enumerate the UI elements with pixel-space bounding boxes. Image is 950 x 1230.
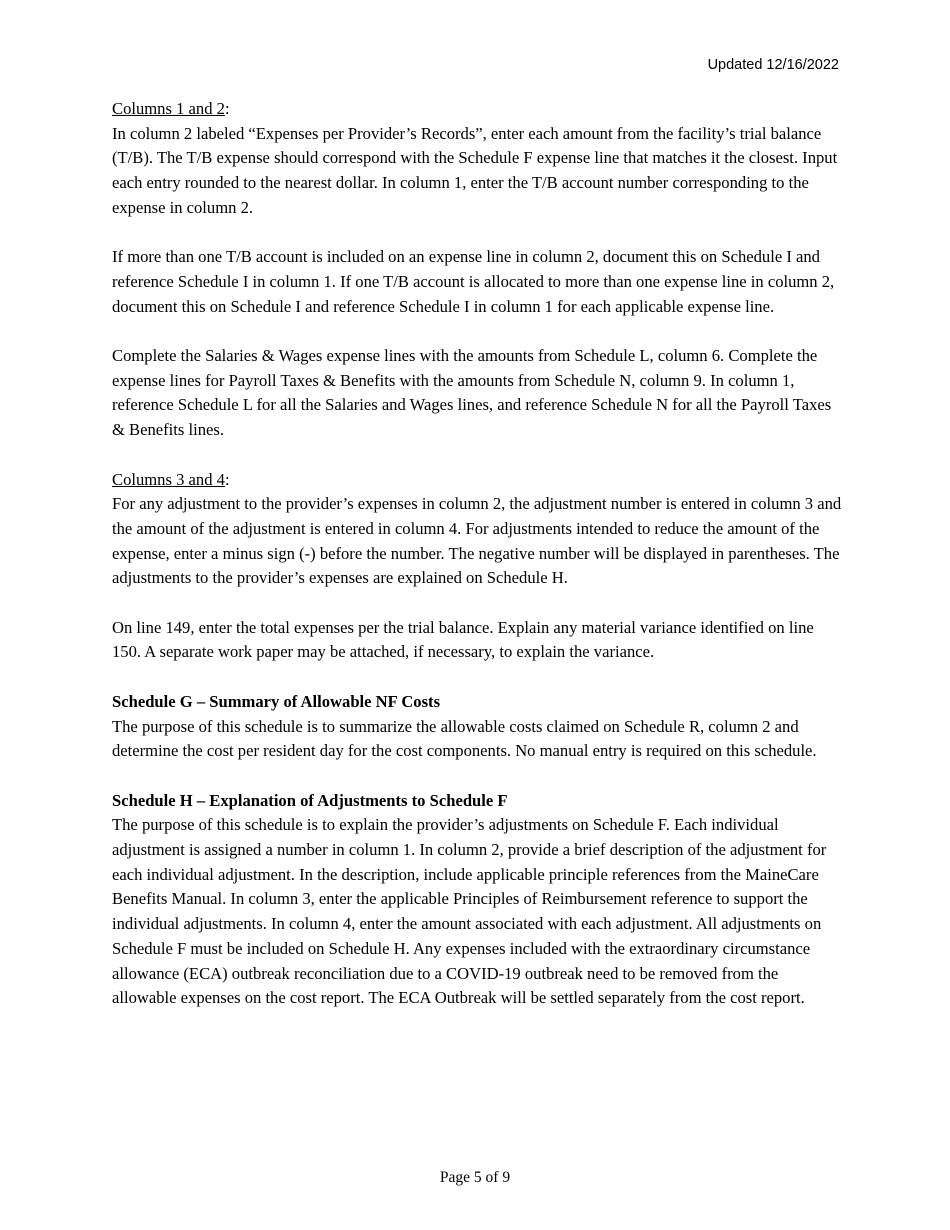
heading-colon: : [224, 469, 230, 489]
paragraph-block [112, 616, 842, 665]
paragraph: In column 2 labeled “Expenses per Provider’s Records”, enter each amount from the facility’s trial balance (T/B). The T/B expense should correspond with the Schedule F expense line that matches it the closest. Input each entry rounded to the nearest dollar. In column 1, enter the T/B account number corresponding to the expense in column 2. [112, 123, 838, 217]
section-heading-schedule-h: Schedule H – Explanation of Adjustments to Schedule F [112, 790, 508, 810]
paragraph-block [112, 245, 842, 319]
section-schedule-g [112, 690, 842, 764]
heading-colon: : [224, 99, 230, 118]
section-heading-columns-3-4 [112, 468, 842, 493]
section-columns-1-2 [112, 97, 842, 221]
section-columns-3-4 [112, 468, 842, 592]
paragraph: For any adjustment to the provider’s expenses in column 2, the adjustment number is entered in column 3 and the amount of the adjustment is entered in column 4. For adjustments intended to reduce the amount of the expense, enter a minus sign (-) before the number. The negative number will be displayed in parentheses. The adjustments to the provider’s expenses are explained on Schedule H. [112, 494, 842, 588]
paragraph-block [112, 344, 842, 443]
heading-text: Columns 3 and 4 [112, 469, 225, 489]
section-heading-schedule-g: Schedule G – Summary of Allowable NF Costs [112, 691, 441, 711]
page-number: Page 5 of 9 [439, 1169, 511, 1186]
heading-text: Columns 1 and 2 [112, 99, 225, 118]
paragraph: If more than one T/B account is included on an expense line in column 2, document this on Schedule I and reference Schedule I in column 1. If one T/B account is allocated to more than one expense line in column 2, document this on Schedule I and reference Schedule I in column 1 for each applicable expense line. [112, 247, 835, 316]
updated-date: Updated 12/16/2022 [707, 57, 839, 73]
paragraph: Complete the Salaries & Wages expense lines with the amounts from Schedule L, column 6. Complete the expense lines for Payroll Taxes & Benefits with the amounts from Schedule N, column 9. In column 1, reference Schedule L for all the Salaries and Wages lines, and reference Schedule N for all the Payroll Taxes & Benefits lines. [112, 346, 832, 440]
section-heading-columns-1-2 [112, 97, 842, 122]
document-body [112, 97, 842, 1036]
section-schedule-h [112, 789, 842, 1011]
paragraph: The purpose of this schedule is to explain the provider’s adjustments on Schedule F. Each individual adjustment is assigned a number in column 1. In column 2, provide a brief description of the adjustment for each individual adjustment. In the description, include applicable principle references from the MaineCare Benefits Manual. In column 3, enter the applicable Principles of Reimbursement reference to support the individual adjustments. In column 4, enter the amount associated with each adjustment. All adjustments on Schedule F must be included on Schedule H. Any expenses included with the extraordinary circumstance allowance (ECA) outbreak reconciliation due to a COVID-19 outbreak need to be removed from the allowable expenses on the cost report. The ECA Outbreak will be settled separately from the cost report. [112, 815, 827, 1008]
paragraph: On line 149, enter the total expenses per the trial balance. Explain any material variance identified on line 150. A separate work paper may be attached, if necessary, to explain the variance. [112, 617, 814, 662]
paragraph: The purpose of this schedule is to summarize the allowable costs claimed on Schedule R, column 2 and determine the cost per resident day for the cost components. No manual entry is required on this schedule. [112, 716, 817, 761]
